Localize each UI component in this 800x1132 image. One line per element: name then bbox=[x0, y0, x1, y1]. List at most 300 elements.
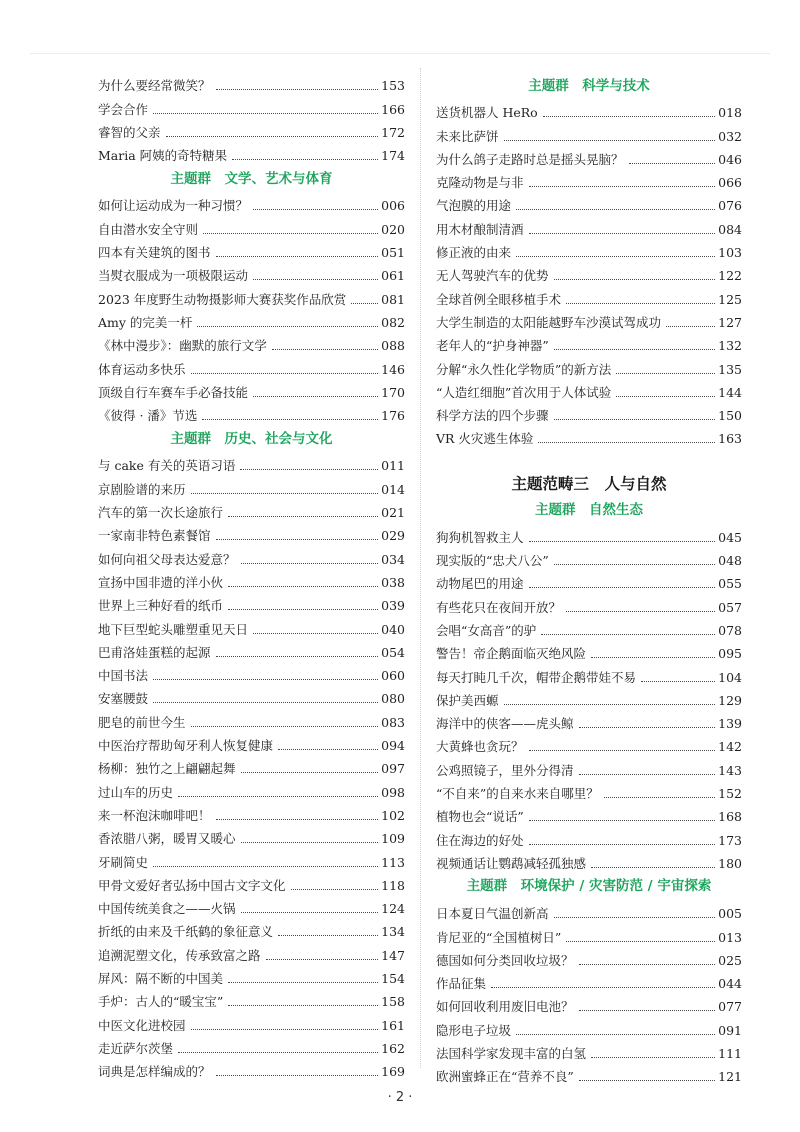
toc-entry[interactable] bbox=[436, 190, 742, 213]
dot-leader bbox=[554, 349, 715, 350]
entry-title: 安塞腰鼓 bbox=[98, 691, 149, 707]
entry-title: 巴甫洛娃蛋糕的起源 bbox=[98, 644, 211, 660]
entry-page-number: 150 bbox=[718, 408, 742, 424]
entry-title: 如何让运动成为一种习惯？ bbox=[98, 198, 249, 214]
entry-page-number: 081 bbox=[381, 291, 405, 307]
entry-title: 海洋中的侠客——虎头鲸 bbox=[436, 716, 574, 732]
entry-title: 来一杯泡沫咖啡吧！ bbox=[98, 807, 211, 823]
entry-title: 学会合作 bbox=[98, 101, 149, 117]
dot-leader bbox=[629, 163, 716, 164]
dot-leader bbox=[566, 303, 715, 304]
entry-title: 科学方法的四个步骤 bbox=[436, 408, 549, 424]
entry-page-number: 040 bbox=[381, 621, 405, 637]
dot-leader bbox=[529, 186, 716, 187]
entry-page-number: 048 bbox=[718, 553, 742, 569]
group-heading: 主题群 历史、社会与文化 bbox=[170, 430, 333, 447]
entry-title: 四本有关建筑的图书 bbox=[98, 245, 211, 261]
toc-entry[interactable] bbox=[98, 730, 405, 753]
entry-title: 折纸的由来及千纸鹤的象征意义 bbox=[98, 924, 274, 940]
entry-page-number: 066 bbox=[718, 175, 742, 191]
dot-leader bbox=[579, 964, 716, 965]
entry-title: 宣扬中国非遗的洋小伙 bbox=[98, 574, 224, 590]
entry-title: 每天打盹几千次，帽带企鹅带娃不易 bbox=[436, 669, 637, 685]
toc-entry[interactable] bbox=[98, 776, 405, 799]
toc-entry[interactable] bbox=[98, 1009, 405, 1032]
toc-entry[interactable] bbox=[98, 283, 405, 306]
entry-page-number: 146 bbox=[381, 361, 405, 377]
toc-entry[interactable] bbox=[436, 615, 742, 638]
category-title: 主题范畴三 人与自然 bbox=[511, 475, 667, 494]
entry-page-number: 006 bbox=[381, 198, 405, 214]
entry-title: 住在海边的好处 bbox=[436, 832, 524, 848]
dot-leader bbox=[641, 681, 715, 682]
entry-title: 狗狗机智救主人 bbox=[436, 529, 524, 545]
toc-entry[interactable] bbox=[98, 353, 405, 376]
entry-title: 香浓腊八粥，暖胃又暖心 bbox=[98, 831, 236, 847]
toc-entry[interactable] bbox=[98, 237, 405, 260]
dot-leader bbox=[529, 844, 716, 845]
toc-entry[interactable] bbox=[98, 330, 405, 353]
group-heading: 主题群 文学、艺术与体育 bbox=[170, 170, 333, 187]
toc-entry[interactable] bbox=[98, 473, 405, 496]
entry-title: 全球首例全眼移植手术 bbox=[436, 291, 562, 307]
toc-entry[interactable] bbox=[436, 97, 742, 120]
dot-leader bbox=[504, 140, 716, 141]
dot-leader bbox=[216, 89, 379, 90]
entry-page-number: 005 bbox=[718, 906, 742, 922]
toc-entry[interactable] bbox=[436, 801, 742, 824]
dot-leader bbox=[579, 1010, 716, 1011]
entry-page-number: 144 bbox=[718, 384, 742, 400]
toc-entry[interactable] bbox=[436, 283, 742, 306]
toc-entry[interactable] bbox=[436, 898, 742, 921]
dot-leader bbox=[241, 912, 379, 913]
entry-title: 老年人的“护身神器” bbox=[436, 338, 549, 354]
entry-page-number: 061 bbox=[381, 268, 405, 284]
entry-page-number: 172 bbox=[381, 124, 405, 140]
group-nature-ecology bbox=[436, 494, 742, 870]
toc-entry[interactable] bbox=[98, 377, 405, 400]
toc-entry[interactable] bbox=[436, 213, 742, 236]
toc-entry[interactable] bbox=[98, 939, 405, 962]
toc-entry[interactable] bbox=[436, 1014, 742, 1037]
dot-leader bbox=[566, 611, 715, 612]
toc-entry[interactable] bbox=[98, 140, 405, 163]
entry-page-number: 135 bbox=[718, 361, 742, 377]
entry-title: 警告！帝企鹅面临灭绝风险 bbox=[436, 646, 587, 662]
entry-title: 公鸡照镜子，里外分得清 bbox=[436, 762, 574, 778]
entry-page-number: 161 bbox=[381, 1017, 405, 1033]
dot-leader bbox=[153, 679, 378, 680]
toc-entry[interactable] bbox=[436, 260, 742, 283]
dot-leader bbox=[228, 982, 378, 983]
toc-entry[interactable] bbox=[436, 521, 742, 544]
entry-page-number: 166 bbox=[381, 101, 405, 117]
toc-entry[interactable] bbox=[436, 754, 742, 777]
dot-leader bbox=[153, 113, 378, 114]
toc-entry[interactable] bbox=[436, 638, 742, 661]
toc-entry[interactable] bbox=[436, 307, 742, 330]
toc-entry[interactable] bbox=[98, 93, 405, 116]
entry-page-number: 103 bbox=[718, 245, 742, 261]
dot-leader bbox=[666, 326, 715, 327]
entry-title: 京剧脸谱的来历 bbox=[98, 481, 186, 497]
toc-entry[interactable] bbox=[436, 545, 742, 568]
entry-title: 大学生制造的太阳能越野车沙漠试驾成功 bbox=[436, 314, 662, 330]
toc-entry[interactable] bbox=[436, 237, 742, 260]
entry-page-number: 080 bbox=[381, 691, 405, 707]
entry-page-number: 132 bbox=[718, 338, 742, 354]
dot-leader bbox=[216, 256, 379, 257]
entry-page-number: 032 bbox=[718, 128, 742, 144]
dot-leader bbox=[202, 419, 378, 420]
entry-title: 如何回收利用废旧电池？ bbox=[436, 999, 574, 1015]
toc-entry[interactable] bbox=[436, 591, 742, 614]
entry-page-number: 057 bbox=[718, 599, 742, 615]
entry-page-number: 134 bbox=[381, 924, 405, 940]
entry-page-number: 091 bbox=[718, 1022, 742, 1038]
dot-leader bbox=[228, 586, 378, 587]
entry-title: 植物也会“说话” bbox=[436, 809, 524, 825]
entry-page-number: 125 bbox=[718, 291, 742, 307]
dot-leader bbox=[203, 233, 378, 234]
group-history-society-culture bbox=[98, 423, 405, 1079]
dot-leader bbox=[579, 1080, 715, 1081]
entry-page-number: 044 bbox=[718, 976, 742, 992]
toc-entry[interactable] bbox=[98, 307, 405, 330]
toc-entry[interactable] bbox=[98, 753, 405, 776]
entry-page-number: 098 bbox=[381, 784, 405, 800]
group-heading: 主题群 科学与技术 bbox=[528, 77, 650, 94]
toc-entry[interactable] bbox=[98, 823, 405, 846]
entry-title: 甲骨文爱好者弘扬中国古文字文化 bbox=[98, 877, 286, 893]
entry-page-number: 173 bbox=[718, 832, 742, 848]
entry-title: 气泡膜的用途 bbox=[436, 198, 512, 214]
dot-leader bbox=[240, 469, 378, 470]
group-environment-disaster-space bbox=[436, 871, 742, 1084]
entry-title: 无人驾驶汽车的优势 bbox=[436, 268, 549, 284]
toc-entry[interactable] bbox=[98, 1033, 405, 1056]
toc-entry[interactable] bbox=[98, 986, 405, 1009]
toc-entry[interactable] bbox=[98, 1056, 405, 1079]
entry-title: 克隆动物是与非 bbox=[436, 175, 524, 191]
dot-leader bbox=[529, 820, 715, 821]
entry-page-number: 158 bbox=[381, 994, 405, 1010]
dot-leader bbox=[253, 209, 378, 210]
entry-page-number: 088 bbox=[381, 338, 405, 354]
entry-page-number: 095 bbox=[718, 646, 742, 662]
toc-entry[interactable] bbox=[98, 683, 405, 706]
toc-entry[interactable] bbox=[98, 916, 405, 939]
entry-page-number: 109 bbox=[381, 831, 405, 847]
right-column bbox=[436, 70, 742, 1084]
toc-entry[interactable] bbox=[436, 377, 742, 400]
dot-leader bbox=[216, 819, 379, 820]
entry-page-number: 060 bbox=[381, 668, 405, 684]
entry-page-number: 118 bbox=[381, 877, 405, 893]
entry-page-number: 078 bbox=[718, 622, 742, 638]
dot-leader bbox=[591, 657, 715, 658]
entry-title: 中国传统美食之——火锅 bbox=[98, 901, 236, 917]
toc-entry[interactable] bbox=[98, 260, 405, 283]
dot-leader bbox=[529, 541, 716, 542]
entry-page-number: 129 bbox=[718, 692, 742, 708]
toc-entry[interactable] bbox=[436, 568, 742, 591]
dot-leader bbox=[591, 1057, 715, 1058]
group-heading: 主题群 环境保护 / 灾害防范 / 宇宙探索 bbox=[466, 878, 712, 895]
entry-title: 世界上三种好看的纸币 bbox=[98, 598, 224, 614]
entry-title: 修正液的由来 bbox=[436, 245, 512, 261]
entry-title: 欧洲蜜蜂正在“营养不良” bbox=[436, 1069, 574, 1085]
entry-title: “人造红细胞”首次用于人体试验 bbox=[436, 384, 612, 400]
entry-title: 现实版的“忠犬八公” bbox=[436, 553, 549, 569]
entry-page-number: 113 bbox=[381, 854, 405, 870]
dot-leader bbox=[541, 634, 715, 635]
entry-title: Maria 阿姨的奇特糖果 bbox=[98, 148, 228, 164]
toc-entry[interactable] bbox=[98, 400, 405, 423]
toc-entry[interactable] bbox=[436, 144, 742, 167]
entry-page-number: 018 bbox=[718, 105, 742, 121]
entry-page-number: 046 bbox=[718, 151, 742, 167]
toc-entry[interactable] bbox=[98, 893, 405, 916]
entry-page-number: 180 bbox=[718, 855, 742, 871]
toc-entry[interactable] bbox=[436, 945, 742, 968]
entry-title: 手炉：古人的“暖宝宝” bbox=[98, 994, 224, 1010]
entry-title: 肯尼亚的“全国植树日” bbox=[436, 929, 562, 945]
dot-leader bbox=[291, 889, 379, 890]
entry-title: 会唱“女高音”的驴 bbox=[436, 622, 537, 638]
toc-entry[interactable] bbox=[436, 848, 742, 871]
entry-page-number: 169 bbox=[381, 1064, 405, 1080]
entry-page-number: 077 bbox=[718, 999, 742, 1015]
entry-title: 《林中漫步》：幽默的旅行文学 bbox=[98, 338, 267, 354]
dot-leader bbox=[228, 516, 378, 517]
toc-entry[interactable] bbox=[98, 590, 405, 613]
entry-page-number: 011 bbox=[381, 458, 405, 474]
entry-title: 未来比萨饼 bbox=[436, 128, 499, 144]
dot-leader bbox=[266, 959, 379, 960]
dot-leader bbox=[191, 373, 379, 374]
entry-title: 德国如何分类回收垃圾？ bbox=[436, 952, 574, 968]
toc-entry[interactable] bbox=[98, 637, 405, 660]
dot-leader bbox=[241, 563, 379, 564]
entry-page-number: 054 bbox=[381, 644, 405, 660]
entry-title: 过山车的历史 bbox=[98, 784, 174, 800]
toc-entry[interactable] bbox=[436, 661, 742, 684]
dot-leader bbox=[504, 704, 716, 705]
toc-entry[interactable] bbox=[98, 963, 405, 986]
group-science-technology bbox=[436, 70, 742, 446]
dot-leader bbox=[529, 233, 716, 234]
entry-page-number: 142 bbox=[718, 739, 742, 755]
entry-title: 中医文化进校园 bbox=[98, 1017, 186, 1033]
dot-leader bbox=[543, 116, 715, 117]
toc-entry[interactable] bbox=[98, 450, 405, 473]
dot-leader bbox=[278, 749, 378, 750]
entry-page-number: 152 bbox=[718, 786, 742, 802]
dot-leader bbox=[529, 587, 716, 588]
entry-title: 中医治疗帮助匈牙利人恢复健康 bbox=[98, 738, 274, 754]
dot-leader bbox=[278, 935, 378, 936]
entry-page-number: 168 bbox=[718, 809, 742, 825]
entry-page-number: 122 bbox=[718, 268, 742, 284]
toc-entry[interactable] bbox=[436, 824, 742, 847]
dot-leader bbox=[616, 396, 715, 397]
toc-entry[interactable] bbox=[98, 870, 405, 893]
toc-entry[interactable] bbox=[436, 167, 742, 190]
toc-entry[interactable] bbox=[98, 613, 405, 636]
dot-leader bbox=[272, 349, 378, 350]
entry-page-number: 083 bbox=[381, 714, 405, 730]
toc-entry[interactable] bbox=[436, 968, 742, 991]
top-rule bbox=[30, 53, 770, 54]
entry-page-number: 094 bbox=[381, 738, 405, 754]
entry-page-number: 153 bbox=[381, 78, 405, 94]
dot-leader bbox=[216, 539, 379, 540]
entry-title: 动物尾巴的用途 bbox=[436, 576, 524, 592]
toc-entry[interactable] bbox=[98, 846, 405, 869]
entry-title: 日本夏日气温创新高 bbox=[436, 906, 549, 922]
toc-entry[interactable] bbox=[436, 778, 742, 801]
continued-entries bbox=[98, 70, 405, 163]
dot-leader bbox=[241, 772, 379, 773]
entry-title: 大黄蜂也贪玩？ bbox=[436, 739, 524, 755]
dot-leader bbox=[191, 493, 379, 494]
entry-title: 隐形电子垃圾 bbox=[436, 1022, 512, 1038]
entry-page-number: 124 bbox=[381, 901, 405, 917]
entry-title: 词典是怎样编成的？ bbox=[98, 1064, 211, 1080]
toc-entry[interactable] bbox=[436, 423, 742, 446]
entry-page-number: 045 bbox=[718, 529, 742, 545]
entry-title: 杨柳：独竹之上翩翩起舞 bbox=[98, 761, 236, 777]
entry-title: 追溯泥塑文化，传承致富之路 bbox=[98, 947, 261, 963]
entry-title: 视频通话让鹦鹉减轻孤独感 bbox=[436, 855, 587, 871]
toc-entry[interactable] bbox=[436, 708, 742, 731]
entry-title: 送货机器人 HeRo bbox=[436, 105, 538, 121]
dot-leader bbox=[228, 1005, 378, 1006]
dot-leader bbox=[538, 442, 715, 443]
entry-title: 《彼得 · 潘》节选 bbox=[98, 408, 198, 424]
toc-entry[interactable] bbox=[436, 1061, 742, 1084]
left-column bbox=[98, 70, 405, 1079]
dot-leader bbox=[228, 609, 378, 610]
dot-leader bbox=[604, 797, 715, 798]
entry-title: 肥皂的前世今生 bbox=[98, 714, 186, 730]
entry-title: 地下巨型蛇头雕塑重见天日 bbox=[98, 621, 249, 637]
entry-page-number: 034 bbox=[381, 551, 405, 567]
dot-leader bbox=[554, 279, 716, 280]
entry-page-number: 127 bbox=[718, 314, 742, 330]
dot-leader bbox=[253, 279, 378, 280]
toc-entry[interactable] bbox=[436, 685, 742, 708]
entry-page-number: 082 bbox=[381, 314, 405, 330]
toc-entry[interactable] bbox=[436, 353, 742, 376]
dot-leader bbox=[253, 396, 378, 397]
dot-leader bbox=[253, 633, 378, 634]
entry-title: 汽车的第一次长途旅行 bbox=[98, 505, 224, 521]
entry-page-number: 102 bbox=[381, 807, 405, 823]
toc-entry[interactable] bbox=[98, 706, 405, 729]
dot-leader bbox=[216, 656, 379, 657]
entry-page-number: 154 bbox=[381, 970, 405, 986]
dot-leader bbox=[554, 564, 715, 565]
toc-entry[interactable] bbox=[98, 190, 405, 213]
toc-entry[interactable] bbox=[98, 800, 405, 823]
dot-leader bbox=[591, 867, 715, 868]
entry-title: 为什么要经常微笑？ bbox=[98, 78, 211, 94]
toc-entry[interactable] bbox=[98, 213, 405, 236]
toc-entry[interactable] bbox=[98, 660, 405, 683]
toc-entry[interactable] bbox=[436, 330, 742, 353]
entry-page-number: 162 bbox=[381, 1040, 405, 1056]
entry-title: 与 cake 有关的英语习语 bbox=[98, 458, 236, 474]
dot-leader bbox=[516, 1034, 715, 1035]
entry-title: 自由潜水安全守则 bbox=[98, 221, 199, 237]
dot-leader bbox=[153, 866, 378, 867]
toc-entry[interactable] bbox=[98, 567, 405, 590]
dot-leader bbox=[579, 774, 716, 775]
entry-page-number: 051 bbox=[381, 245, 405, 261]
dot-leader bbox=[166, 136, 379, 137]
entry-page-number: 176 bbox=[381, 408, 405, 424]
entry-title: 走近萨尔茨堡 bbox=[98, 1040, 174, 1056]
dot-leader bbox=[351, 303, 378, 304]
dot-leader bbox=[191, 1029, 379, 1030]
dot-leader bbox=[241, 842, 379, 843]
toc-entry[interactable] bbox=[98, 497, 405, 520]
toc-entry[interactable] bbox=[436, 731, 742, 754]
group-heading: 主题群 自然生态 bbox=[535, 501, 643, 518]
entry-title: 如何向祖父母表达爱意？ bbox=[98, 551, 236, 567]
entry-title: 法国科学家发现丰富的白氢 bbox=[436, 1045, 587, 1061]
entry-title: 2023 年度野生动物摄影师大赛获奖作品欣赏 bbox=[98, 291, 347, 307]
entry-page-number: 104 bbox=[718, 669, 742, 685]
entry-page-number: 076 bbox=[718, 198, 742, 214]
entry-page-number: 020 bbox=[381, 221, 405, 237]
toc-entry[interactable] bbox=[436, 991, 742, 1014]
toc-entry[interactable] bbox=[436, 1038, 742, 1061]
group-literature-arts-sports bbox=[98, 163, 405, 423]
entry-page-number: 055 bbox=[718, 576, 742, 592]
toc-entry[interactable] bbox=[436, 921, 742, 944]
entry-page-number: 013 bbox=[718, 929, 742, 945]
entry-title: 牙刷简史 bbox=[98, 854, 149, 870]
entry-page-number: 143 bbox=[718, 762, 742, 778]
toc-entry[interactable] bbox=[436, 120, 742, 143]
toc-entry[interactable] bbox=[98, 70, 405, 93]
dot-leader bbox=[579, 727, 716, 728]
entry-title: VR 火灾逃生体验 bbox=[436, 431, 534, 447]
dot-leader bbox=[191, 726, 379, 727]
entry-title: 用木材酿制清酒 bbox=[436, 221, 524, 237]
dot-leader bbox=[216, 1075, 379, 1076]
entry-page-number: 021 bbox=[381, 505, 405, 521]
entry-page-number: 025 bbox=[718, 952, 742, 968]
toc-entry[interactable] bbox=[98, 520, 405, 543]
entry-page-number: 163 bbox=[718, 431, 742, 447]
dot-leader bbox=[197, 326, 378, 327]
entry-page-number: 084 bbox=[718, 221, 742, 237]
dot-leader bbox=[153, 702, 378, 703]
dot-leader bbox=[516, 209, 715, 210]
entry-title: 当熨衣服成为一项极限运动 bbox=[98, 268, 249, 284]
dot-leader bbox=[516, 256, 715, 257]
toc-entry[interactable] bbox=[436, 400, 742, 423]
entry-title: Amy 的完美一杆 bbox=[98, 314, 193, 330]
toc-entry[interactable] bbox=[98, 117, 405, 140]
toc-entry[interactable] bbox=[98, 543, 405, 566]
entry-title: 为什么鸽子走路时总是摇头晃脑？ bbox=[436, 151, 624, 167]
